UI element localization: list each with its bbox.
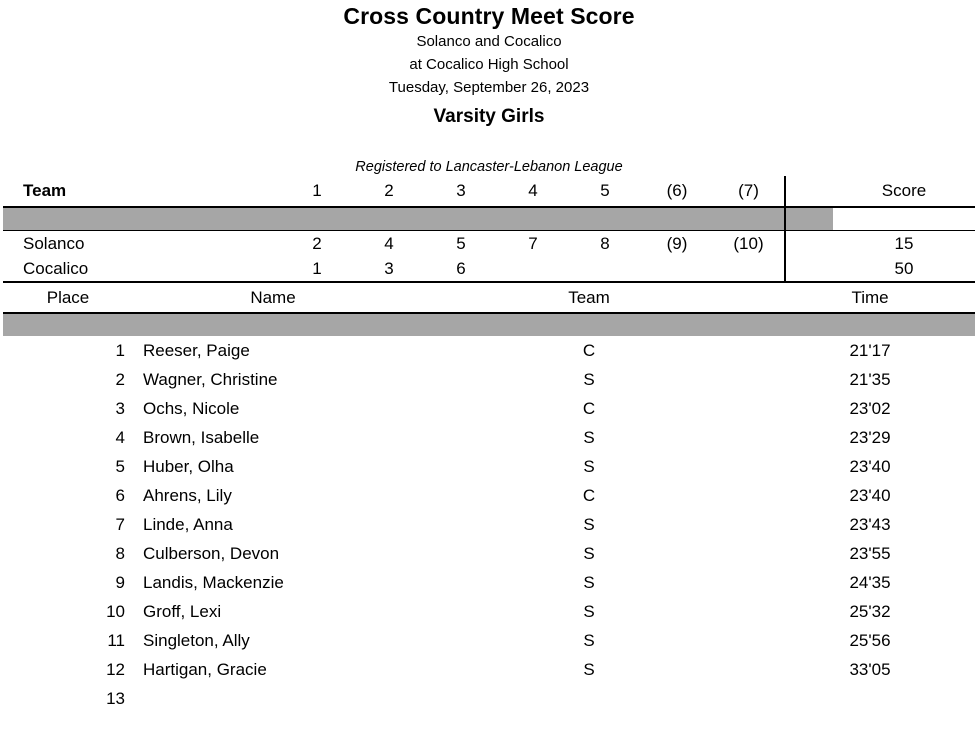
result-name: Groff, Lexi bbox=[143, 601, 222, 621]
table-row bbox=[3, 626, 975, 655]
gray-cell bbox=[3, 314, 133, 336]
result-time: 23'40 bbox=[849, 456, 891, 476]
team-table-divider bbox=[785, 176, 833, 207]
date-line: Tuesday, September 26, 2023 bbox=[388, 79, 590, 96]
result-time bbox=[765, 684, 975, 713]
team-place: 4 bbox=[384, 233, 394, 253]
team-header-place-1: 1 bbox=[312, 181, 322, 200]
result-team: S bbox=[583, 630, 595, 650]
result-team: S bbox=[583, 514, 595, 534]
result-name: Ahrens, Lily bbox=[143, 485, 232, 505]
gray-cell bbox=[281, 208, 353, 231]
result-place: 10 bbox=[106, 601, 125, 621]
result-place: 4 bbox=[115, 427, 125, 447]
result-team: C bbox=[582, 485, 596, 505]
result-place: 9 bbox=[115, 572, 125, 592]
team-place bbox=[569, 256, 641, 282]
team-table-header-row bbox=[3, 176, 975, 207]
gray-cell bbox=[353, 208, 425, 231]
gray-cell bbox=[713, 208, 785, 231]
results-header-name: Name bbox=[250, 287, 296, 307]
team-header-score: Score bbox=[881, 181, 927, 200]
gray-cell bbox=[133, 314, 273, 336]
result-place: 3 bbox=[115, 398, 125, 418]
result-team: C bbox=[582, 398, 596, 418]
results-header-time: Time bbox=[851, 287, 889, 307]
result-time: 24'35 bbox=[849, 572, 891, 592]
registration-note: Registered to Lancaster-Lebanon League bbox=[355, 159, 623, 175]
team-place: 2 bbox=[312, 233, 322, 253]
results-header-row bbox=[3, 283, 975, 313]
result-name: Landis, Mackenzie bbox=[143, 572, 284, 592]
result-team: S bbox=[583, 543, 595, 563]
gray-cell bbox=[425, 208, 497, 231]
gray-cell bbox=[273, 314, 413, 336]
team-name: Solanco bbox=[23, 233, 85, 253]
gray-cell bbox=[569, 208, 641, 231]
team-place bbox=[713, 256, 785, 282]
gray-cell bbox=[785, 208, 833, 231]
result-time: 23'55 bbox=[849, 543, 891, 563]
result-name: Reeser, Paige bbox=[143, 340, 250, 360]
result-team: S bbox=[583, 456, 595, 476]
results-header-place: Place bbox=[46, 287, 90, 307]
result-place: 11 bbox=[107, 630, 125, 650]
result-name: Wagner, Christine bbox=[143, 369, 278, 389]
gray-cell bbox=[837, 314, 975, 336]
individual-results-table bbox=[3, 283, 975, 713]
result-team: S bbox=[583, 369, 595, 389]
result-team: S bbox=[583, 601, 595, 621]
result-place: 2 bbox=[115, 369, 125, 389]
result-name: Singleton, Ally bbox=[143, 630, 250, 650]
result-team: S bbox=[583, 659, 595, 679]
result-time: 23'29 bbox=[849, 427, 891, 447]
result-time: 21'17 bbox=[849, 340, 891, 360]
team-place: (10) bbox=[733, 233, 764, 253]
gray-cell bbox=[497, 208, 569, 231]
result-team: S bbox=[583, 572, 595, 592]
table-row bbox=[3, 539, 975, 568]
result-name: Huber, Olha bbox=[143, 456, 234, 476]
team-header-place-4: 4 bbox=[528, 181, 538, 200]
result-place: 6 bbox=[115, 485, 125, 505]
result-time: 21'35 bbox=[849, 369, 891, 389]
table-row bbox=[3, 568, 975, 597]
team-place: 8 bbox=[600, 233, 610, 253]
table-row bbox=[3, 423, 975, 452]
result-place: 1 bbox=[115, 340, 125, 360]
result-team: C bbox=[582, 340, 596, 360]
team-table-divider bbox=[785, 256, 833, 282]
result-team: S bbox=[583, 427, 595, 447]
table-row bbox=[3, 336, 975, 365]
result-place: 5 bbox=[115, 456, 125, 476]
table-row bbox=[3, 231, 975, 256]
team-place: (9) bbox=[666, 233, 688, 253]
table-row bbox=[3, 256, 975, 282]
result-place: 8 bbox=[115, 543, 125, 563]
team-name: Cocalico bbox=[23, 258, 89, 278]
table-row bbox=[3, 510, 975, 539]
gray-cell bbox=[553, 314, 693, 336]
team-place: 5 bbox=[456, 233, 466, 253]
team-header-place-7: (7) bbox=[738, 181, 759, 200]
gray-cell bbox=[641, 208, 713, 231]
result-name: Ochs, Nicole bbox=[143, 398, 240, 418]
result-time: 23'40 bbox=[849, 485, 891, 505]
team-place: 3 bbox=[384, 258, 394, 278]
results-header-team: Team bbox=[568, 287, 610, 307]
result-name: Brown, Isabelle bbox=[143, 427, 260, 447]
result-place: 12 bbox=[106, 659, 125, 679]
gray-cell bbox=[765, 314, 837, 336]
gray-band-gap bbox=[833, 208, 975, 231]
result-time: 33'05 bbox=[849, 659, 891, 679]
team-table-gray-band bbox=[3, 208, 975, 231]
table-row bbox=[3, 394, 975, 423]
team-table-divider bbox=[785, 231, 833, 256]
table-row bbox=[3, 481, 975, 510]
division-title: Varsity Girls bbox=[433, 106, 545, 127]
team-header-place-5: 5 bbox=[600, 181, 610, 200]
results-gray-band bbox=[3, 314, 975, 336]
gray-cell bbox=[693, 314, 765, 336]
venue-line: at Cocalico High School bbox=[409, 56, 569, 73]
result-team bbox=[413, 684, 765, 713]
team-place: 1 bbox=[312, 258, 322, 278]
result-time: 23'02 bbox=[849, 398, 891, 418]
table-row bbox=[3, 365, 975, 394]
team-place bbox=[497, 256, 569, 282]
table-row bbox=[3, 655, 975, 684]
result-place: 7 bbox=[115, 514, 125, 534]
gray-cell bbox=[413, 314, 553, 336]
result-time: 25'56 bbox=[849, 630, 891, 650]
result-time: 23'43 bbox=[849, 514, 891, 534]
team-place bbox=[641, 256, 713, 282]
teams-line: Solanco and Cocalico bbox=[416, 33, 562, 50]
team-score: 15 bbox=[894, 233, 914, 253]
team-place: 7 bbox=[528, 233, 538, 253]
page-title: Cross Country Meet Score bbox=[343, 3, 635, 29]
table-row bbox=[3, 452, 975, 481]
team-header-place-6: (6) bbox=[666, 181, 688, 200]
team-header-place-3: 3 bbox=[456, 181, 466, 200]
team-header-cell: Team bbox=[23, 181, 67, 200]
result-time: 25'32 bbox=[849, 601, 891, 621]
team-score: 50 bbox=[894, 258, 914, 278]
team-score-table bbox=[3, 176, 975, 283]
document-header bbox=[0, 0, 978, 176]
table-row bbox=[3, 597, 975, 626]
result-name: Hartigan, Gracie bbox=[143, 659, 267, 679]
result-name: Linde, Anna bbox=[143, 514, 233, 534]
result-name bbox=[133, 684, 413, 713]
team-place: 6 bbox=[456, 258, 466, 278]
result-place: 13 bbox=[106, 688, 125, 708]
table-row bbox=[3, 684, 975, 713]
gray-cell bbox=[3, 208, 281, 231]
result-name: Culberson, Devon bbox=[143, 543, 280, 563]
team-header-place-2: 2 bbox=[384, 181, 394, 200]
